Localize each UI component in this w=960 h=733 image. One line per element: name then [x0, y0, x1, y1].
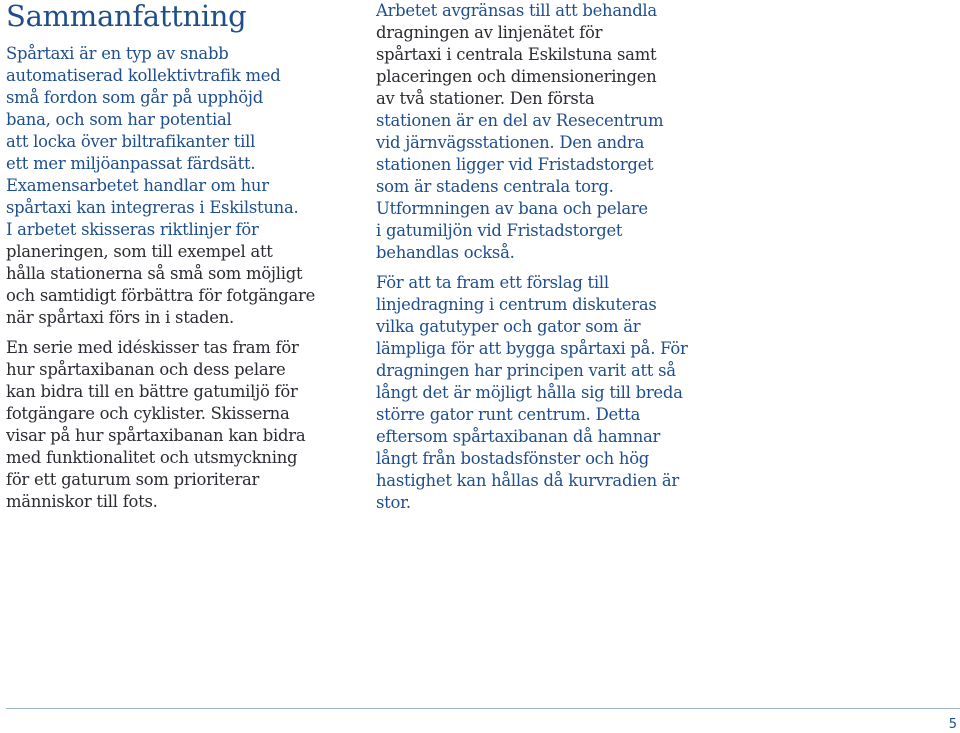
text-line: hastighet kan hållas då kurvradien är	[376, 471, 680, 490]
text-line: kan bidra till en bättre gatumiljö för	[6, 382, 298, 401]
text-line: dragningen av linjenätet för	[376, 23, 603, 42]
text-line: stationen är en del av Resecentrum	[376, 111, 664, 130]
text-line: hålla stationerna så små som möjligt	[6, 264, 303, 283]
text-line: att locka över biltrafikanter till	[6, 132, 256, 151]
text-line: spårtaxi kan integreras i Eskilstuna.	[6, 198, 299, 217]
text-line: eftersom spårtaxibanan då hamnar	[376, 427, 661, 446]
text-line: med funktionalitet och utsmyckning	[6, 448, 298, 467]
text-line: av två stationer. Den första	[376, 89, 595, 108]
text-line: och samtidigt förbättra för fotgängare	[6, 286, 316, 305]
text-line: hur spårtaxibanan och dess pelare	[6, 360, 286, 379]
text-line: som är stadens centrala torg.	[376, 177, 614, 196]
text-line: bana, och som har potential	[6, 110, 232, 129]
page-title: Sammanfattning	[6, 0, 247, 33]
text-line: En serie med idéskisser tas fram för	[6, 338, 299, 357]
text-line: i gatumiljön vid Fristadstorget	[376, 221, 623, 240]
text-line: Utformningen av bana och pelare	[376, 199, 648, 218]
text-line: ett mer miljöanpassat färdsätt.	[6, 154, 256, 173]
text-line: människor till fots.	[6, 492, 158, 511]
text-line: automatiserad kollektivtrafik med	[6, 66, 281, 85]
text-line: långt det är möjligt hålla sig till breda	[376, 383, 683, 402]
text-line: stationen ligger vid Fristadstorget	[376, 155, 654, 174]
text-line: fotgängare och cyklister. Skisserna	[6, 404, 290, 423]
text-line: när spårtaxi förs in i staden.	[6, 308, 235, 327]
page-number: 5	[948, 717, 957, 732]
text-line: planeringen, som till exempel att	[6, 242, 273, 261]
text-line: små fordon som går på upphöjd	[6, 88, 263, 107]
text-line: för ett gaturum som prioriterar	[6, 470, 260, 489]
text-line: dragningen har principen varit att så	[376, 361, 676, 380]
text-line: större gator runt centrum. Detta	[376, 405, 641, 424]
text-line: stor.	[376, 493, 411, 512]
text-line: För att ta fram ett förslag till	[376, 273, 609, 292]
text-line: Examensarbetet handlar om hur	[6, 176, 269, 195]
text-line: linjedragning i centrum diskuteras	[376, 295, 657, 314]
text-line: I arbetet skisseras riktlinjer för	[6, 220, 259, 239]
text-line: vilka gatutyper och gator som är	[376, 317, 641, 336]
text-line: Arbetet avgränsas till att behandla	[376, 1, 657, 20]
text-line: placeringen och dimensioneringen	[376, 67, 657, 86]
text-line: lämpliga för att bygga spårtaxi på. För	[376, 339, 688, 358]
text-line: vid järnvägsstationen. Den andra	[376, 133, 645, 152]
text-line: spårtaxi i centrala Eskilstuna samt	[376, 45, 657, 64]
text-line: långt från bostadsfönster och hög	[376, 449, 650, 468]
footer-divider	[6, 708, 960, 709]
text-line: Spårtaxi är en typ av snabb	[6, 44, 229, 63]
text-line: visar på hur spårtaxibanan kan bidra	[6, 426, 306, 445]
text-line: behandlas också.	[376, 243, 515, 262]
